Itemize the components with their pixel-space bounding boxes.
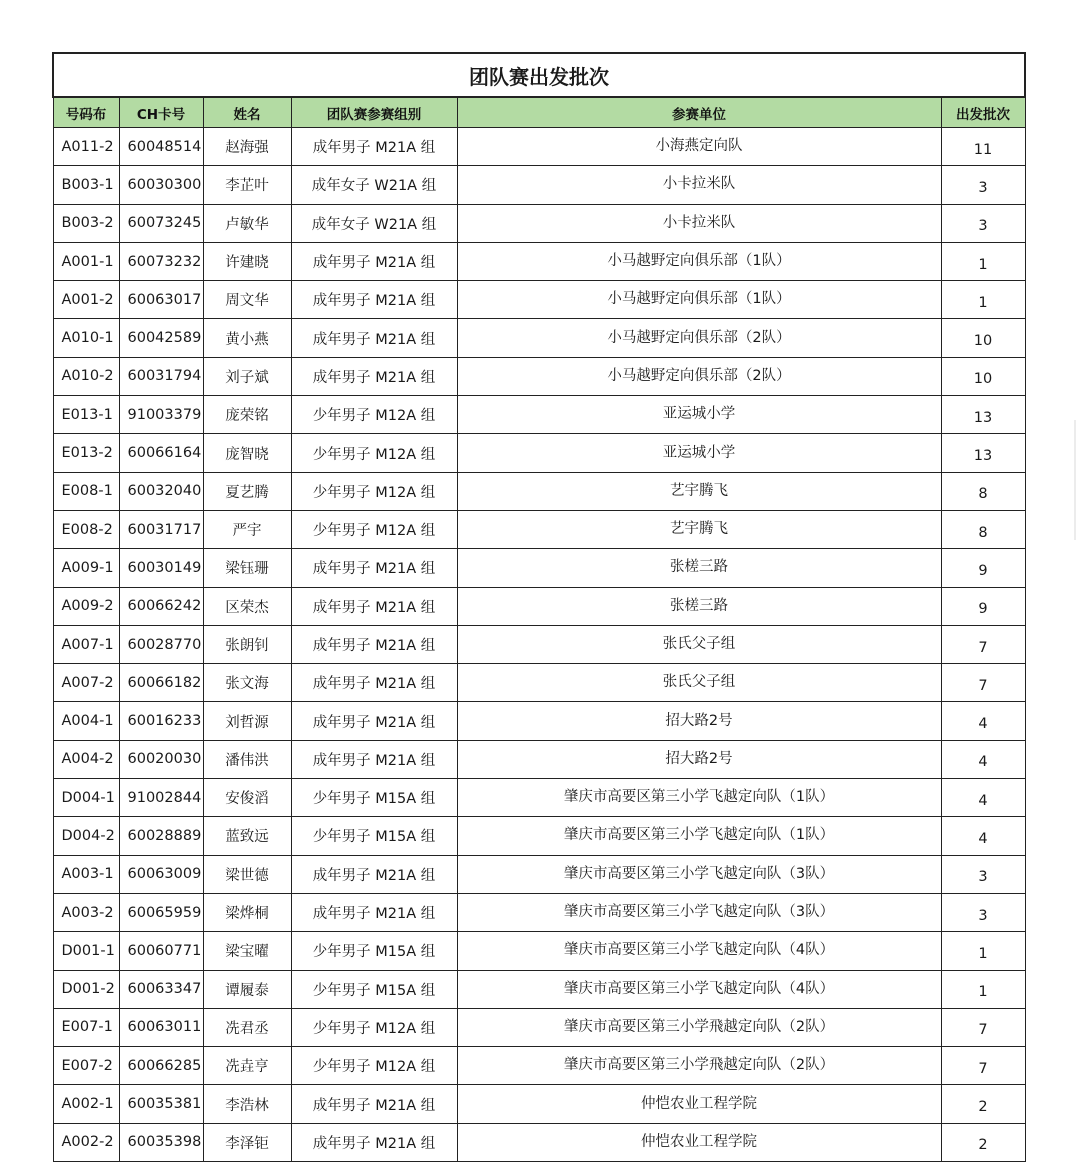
cell-unit: 肇庆市高要区第三小学飞越定向队（3队）: [457, 893, 941, 931]
cell-unit: 小卡拉米队: [457, 204, 941, 242]
cell-bib: A007-1: [53, 625, 119, 663]
cell-name: 冼君丞: [203, 1008, 291, 1046]
cell-unit: 肇庆市高要区第三小学飛越定向队（2队）: [457, 1047, 941, 1085]
cell-unit: 小卡拉米队: [457, 166, 941, 204]
cell-batch: 1: [941, 242, 1025, 280]
cell-unit: 仲恺农业工程学院: [457, 1085, 941, 1123]
cell-unit: 肇庆市高要区第三小学飞越定向队（1队）: [457, 779, 941, 817]
cell-bib: E013-1: [53, 396, 119, 434]
cell-batch: 4: [941, 779, 1025, 817]
cell-batch: 13: [941, 434, 1025, 472]
cell-batch: 9: [941, 549, 1025, 587]
cell-batch: 10: [941, 319, 1025, 357]
cell-group: 成年男子 M21A 组: [291, 702, 457, 740]
cell-bib: D004-2: [53, 817, 119, 855]
cell-batch: 4: [941, 817, 1025, 855]
cell-group: 少年男子 M12A 组: [291, 434, 457, 472]
cell-group: 成年男子 M21A 组: [291, 1123, 457, 1161]
cell-ch-card: 60065959: [119, 893, 203, 931]
start-batch-table: [52, 52, 1026, 1162]
cell-batch: 13: [941, 396, 1025, 434]
cell-group: 成年男子 M21A 组: [291, 357, 457, 395]
cell-group: 少年男子 M15A 组: [291, 932, 457, 970]
cell-bib: D001-2: [53, 970, 119, 1008]
table-row: [53, 932, 1025, 970]
cell-group: 成年男子 M21A 组: [291, 664, 457, 702]
cell-group: 少年男子 M15A 组: [291, 970, 457, 1008]
cell-unit: 小马越野定向俱乐部（2队）: [457, 319, 941, 357]
cell-ch-card: 60063347: [119, 970, 203, 1008]
cell-group: 少年男子 M12A 组: [291, 396, 457, 434]
cell-name: 梁宝曜: [203, 932, 291, 970]
cell-ch-card: 60032040: [119, 472, 203, 510]
cell-name: 严宇: [203, 510, 291, 548]
header-group: 团队赛参赛组别: [291, 97, 457, 128]
cell-name: 区荣杰: [203, 587, 291, 625]
cell-group: 成年男子 M21A 组: [291, 740, 457, 778]
cell-ch-card: 60060771: [119, 932, 203, 970]
cell-bib: A010-2: [53, 357, 119, 395]
cell-batch: 9: [941, 587, 1025, 625]
table-row: [53, 740, 1025, 778]
cell-ch-card: 60035381: [119, 1085, 203, 1123]
cell-batch: 7: [941, 1008, 1025, 1046]
table-row: [53, 472, 1025, 510]
cell-unit: 张氏父子组: [457, 625, 941, 663]
cell-bib: A011-2: [53, 128, 119, 166]
cell-name: 李芷叶: [203, 166, 291, 204]
cell-group: 成年男子 M21A 组: [291, 281, 457, 319]
cell-unit: 亚运城小学: [457, 396, 941, 434]
cell-name: 潘伟洪: [203, 740, 291, 778]
cell-ch-card: 60016233: [119, 702, 203, 740]
cell-bib: A001-1: [53, 242, 119, 280]
table-row: [53, 549, 1025, 587]
cell-batch: 2: [941, 1085, 1025, 1123]
cell-unit: 张槎三路: [457, 587, 941, 625]
cell-name: 李泽钜: [203, 1123, 291, 1161]
cell-ch-card: 60066285: [119, 1047, 203, 1085]
cell-unit: 小海燕定向队: [457, 128, 941, 166]
cell-batch: 4: [941, 702, 1025, 740]
cell-name: 庞智晓: [203, 434, 291, 472]
cell-unit: 肇庆市高要区第三小学飞越定向队（4队）: [457, 970, 941, 1008]
cell-name: 梁世德: [203, 855, 291, 893]
cell-ch-card: 60028889: [119, 817, 203, 855]
cell-bib: A002-2: [53, 1123, 119, 1161]
cell-bib: A003-1: [53, 855, 119, 893]
cell-bib: E007-2: [53, 1047, 119, 1085]
cell-name: 安俊滔: [203, 779, 291, 817]
cell-unit: 招大路2号: [457, 702, 941, 740]
cell-name: 蓝致远: [203, 817, 291, 855]
cell-ch-card: 60042589: [119, 319, 203, 357]
cell-bib: A001-2: [53, 281, 119, 319]
table-row: [53, 664, 1025, 702]
cell-group: 成年男子 M21A 组: [291, 319, 457, 357]
table-title: 团队赛出发批次: [53, 53, 1025, 97]
cell-group: 成年男子 M21A 组: [291, 587, 457, 625]
cell-group: 少年男子 M12A 组: [291, 510, 457, 548]
cell-name: 庞荣铭: [203, 396, 291, 434]
cell-group: 少年男子 M15A 组: [291, 817, 457, 855]
cell-group: 成年男子 M21A 组: [291, 893, 457, 931]
cell-name: 周文华: [203, 281, 291, 319]
cell-group: 成年女子 W21A 组: [291, 166, 457, 204]
table-row: [53, 510, 1025, 548]
cell-batch: 8: [941, 472, 1025, 510]
cell-ch-card: 60066182: [119, 664, 203, 702]
table-row: [53, 396, 1025, 434]
cell-unit: 艺宇腾飞: [457, 510, 941, 548]
cell-name: 梁钰珊: [203, 549, 291, 587]
cell-batch: 2: [941, 1123, 1025, 1161]
cell-bib: B003-1: [53, 166, 119, 204]
cell-group: 成年男子 M21A 组: [291, 1085, 457, 1123]
cell-bib: A004-2: [53, 740, 119, 778]
cell-name: 许建晓: [203, 242, 291, 280]
table-row: [53, 855, 1025, 893]
header-ch-card: CH卡号: [119, 97, 203, 128]
header-row: [53, 97, 1025, 128]
cell-unit: 肇庆市高要区第三小学飞越定向队（3队）: [457, 855, 941, 893]
cell-bib: A009-2: [53, 587, 119, 625]
cell-ch-card: 60030149: [119, 549, 203, 587]
table-row: [53, 1123, 1025, 1161]
cell-batch: 3: [941, 855, 1025, 893]
cell-batch: 3: [941, 893, 1025, 931]
cell-batch: 3: [941, 166, 1025, 204]
table-body: [53, 128, 1025, 1162]
table-row: [53, 281, 1025, 319]
cell-unit: 张槎三路: [457, 549, 941, 587]
cell-unit: 亚运城小学: [457, 434, 941, 472]
cell-group: 成年男子 M21A 组: [291, 128, 457, 166]
cell-group: 少年男子 M12A 组: [291, 1008, 457, 1046]
cell-unit: 肇庆市高要区第三小学飞越定向队（1队）: [457, 817, 941, 855]
page-edge-shadow: [1074, 420, 1076, 540]
cell-batch: 11: [941, 128, 1025, 166]
header-batch: 出发批次: [941, 97, 1025, 128]
cell-bib: A007-2: [53, 664, 119, 702]
table-row: [53, 319, 1025, 357]
table-row: [53, 702, 1025, 740]
cell-bib: E007-1: [53, 1008, 119, 1046]
cell-name: 冼垚亨: [203, 1047, 291, 1085]
cell-unit: 仲恺农业工程学院: [457, 1123, 941, 1161]
table-row: [53, 434, 1025, 472]
cell-name: 夏艺腾: [203, 472, 291, 510]
cell-bib: B003-2: [53, 204, 119, 242]
cell-group: 少年男子 M12A 组: [291, 1047, 457, 1085]
cell-batch: 7: [941, 625, 1025, 663]
cell-name: 刘哲源: [203, 702, 291, 740]
cell-unit: 小马越野定向俱乐部（1队）: [457, 242, 941, 280]
cell-group: 成年男子 M21A 组: [291, 855, 457, 893]
cell-name: 黄小燕: [203, 319, 291, 357]
cell-bib: E008-1: [53, 472, 119, 510]
cell-ch-card: 91002844: [119, 779, 203, 817]
cell-ch-card: 60073232: [119, 242, 203, 280]
table-row: [53, 893, 1025, 931]
cell-ch-card: 60066164: [119, 434, 203, 472]
cell-name: 梁烨桐: [203, 893, 291, 931]
cell-ch-card: 60031717: [119, 510, 203, 548]
cell-unit: 小马越野定向俱乐部（2队）: [457, 357, 941, 395]
table-row: [53, 1047, 1025, 1085]
cell-ch-card: 60028770: [119, 625, 203, 663]
cell-unit: 小马越野定向俱乐部（1队）: [457, 281, 941, 319]
cell-ch-card: 60063009: [119, 855, 203, 893]
cell-ch-card: 60063017: [119, 281, 203, 319]
cell-batch: 7: [941, 1047, 1025, 1085]
cell-ch-card: 60031794: [119, 357, 203, 395]
table-row: [53, 166, 1025, 204]
cell-ch-card: 60048514: [119, 128, 203, 166]
table-row: [53, 357, 1025, 395]
cell-batch: 7: [941, 664, 1025, 702]
table-row: [53, 970, 1025, 1008]
cell-batch: 1: [941, 932, 1025, 970]
cell-name: 张文海: [203, 664, 291, 702]
cell-unit: 招大路2号: [457, 740, 941, 778]
table-row: [53, 128, 1025, 166]
cell-bib: A002-1: [53, 1085, 119, 1123]
table-row: [53, 1008, 1025, 1046]
cell-ch-card: 60030300: [119, 166, 203, 204]
cell-name: 赵海强: [203, 128, 291, 166]
cell-bib: A009-1: [53, 549, 119, 587]
cell-bib: E013-2: [53, 434, 119, 472]
cell-unit: 艺宇腾飞: [457, 472, 941, 510]
cell-group: 成年男子 M21A 组: [291, 242, 457, 280]
cell-name: 刘子斌: [203, 357, 291, 395]
cell-ch-card: 60020030: [119, 740, 203, 778]
cell-bib: A010-1: [53, 319, 119, 357]
cell-ch-card: 60063011: [119, 1008, 203, 1046]
cell-bib: A003-2: [53, 893, 119, 931]
cell-group: 少年男子 M12A 组: [291, 472, 457, 510]
table-row: [53, 204, 1025, 242]
cell-batch: 3: [941, 204, 1025, 242]
cell-unit: 肇庆市高要区第三小学飞越定向队（4队）: [457, 932, 941, 970]
cell-ch-card: 91003379: [119, 396, 203, 434]
cell-name: 卢敏华: [203, 204, 291, 242]
cell-bib: E008-2: [53, 510, 119, 548]
cell-batch: 4: [941, 740, 1025, 778]
cell-ch-card: 60066242: [119, 587, 203, 625]
cell-name: 李浩林: [203, 1085, 291, 1123]
table-row: [53, 779, 1025, 817]
cell-batch: 1: [941, 970, 1025, 1008]
table-row: [53, 587, 1025, 625]
table-row: [53, 1085, 1025, 1123]
cell-name: 谭履泰: [203, 970, 291, 1008]
table-row: [53, 242, 1025, 280]
cell-group: 少年男子 M15A 组: [291, 779, 457, 817]
table-row: [53, 817, 1025, 855]
cell-ch-card: 60035398: [119, 1123, 203, 1161]
header-bib: 号码布: [53, 97, 119, 128]
cell-bib: D001-1: [53, 932, 119, 970]
title-row: [53, 53, 1025, 97]
cell-name: 张朗钊: [203, 625, 291, 663]
header-unit: 参赛单位: [457, 97, 941, 128]
cell-ch-card: 60073245: [119, 204, 203, 242]
header-name: 姓名: [203, 97, 291, 128]
cell-batch: 1: [941, 281, 1025, 319]
cell-batch: 8: [941, 510, 1025, 548]
cell-unit: 张氏父子组: [457, 664, 941, 702]
cell-batch: 10: [941, 357, 1025, 395]
cell-bib: A004-1: [53, 702, 119, 740]
table-row: [53, 625, 1025, 663]
cell-group: 成年女子 W21A 组: [291, 204, 457, 242]
cell-group: 成年男子 M21A 组: [291, 549, 457, 587]
cell-group: 成年男子 M21A 组: [291, 625, 457, 663]
cell-bib: D004-1: [53, 779, 119, 817]
cell-unit: 肇庆市高要区第三小学飛越定向队（2队）: [457, 1008, 941, 1046]
